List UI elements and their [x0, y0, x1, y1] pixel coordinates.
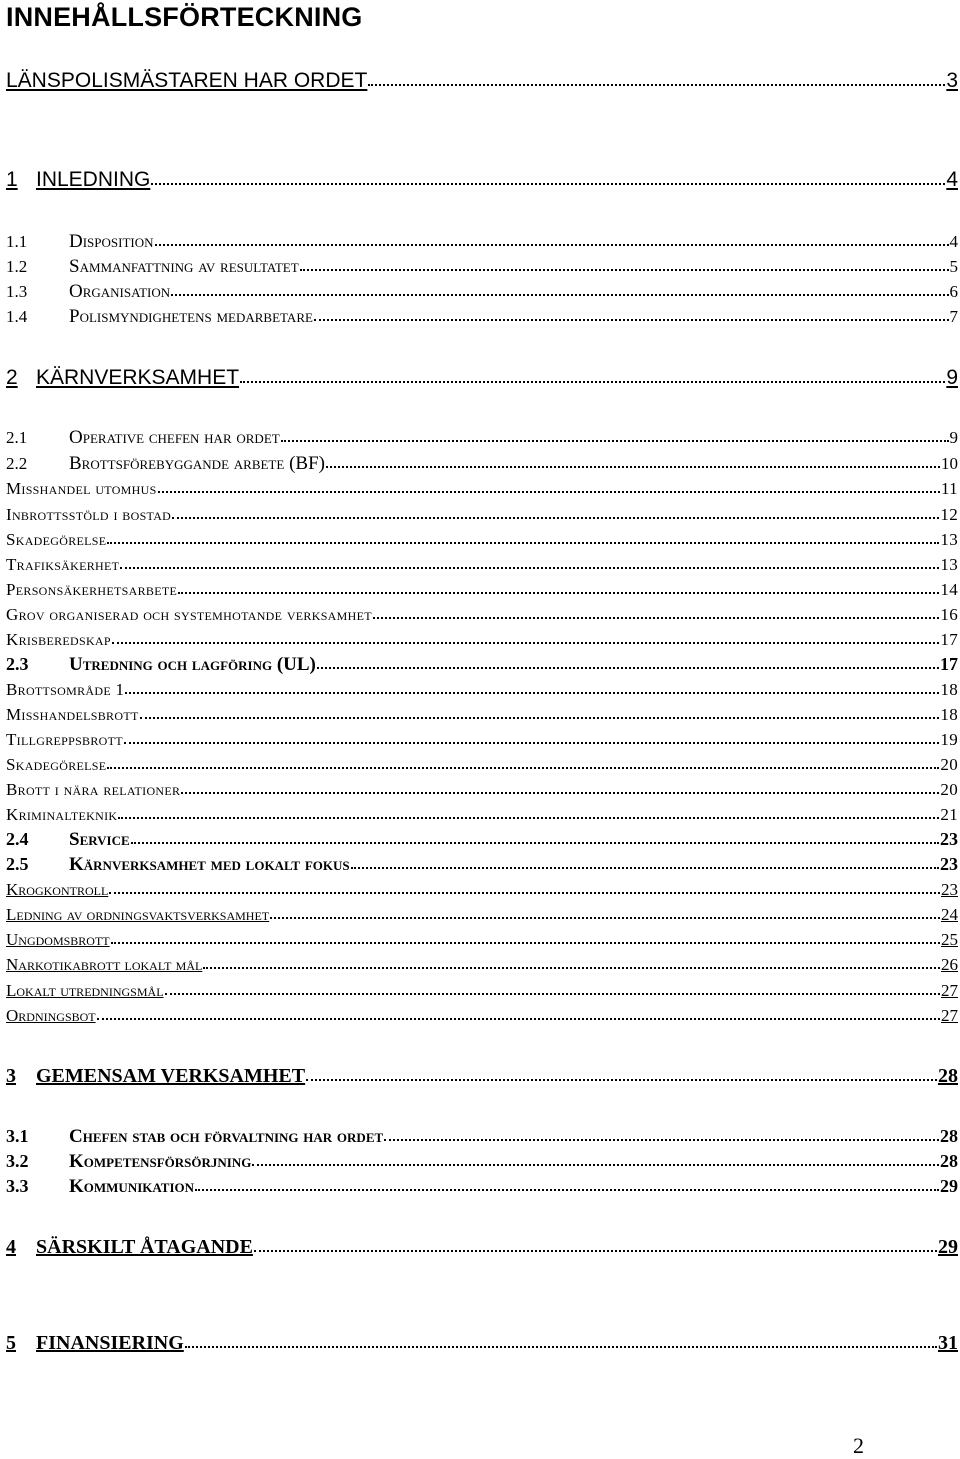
toc-page: 19: [940, 730, 958, 749]
toc-page: 28: [940, 1126, 958, 1146]
toc-entry[interactable]: [6, 1126, 958, 1148]
dot-leader: [171, 294, 948, 296]
toc-title: Sammanfattning av resultatet: [69, 256, 299, 277]
toc-page: 9: [949, 428, 958, 447]
dot-leader: [314, 319, 949, 321]
toc-title: GEMENSAM VERKSAMHET: [36, 1065, 306, 1087]
toc-title: Disposition: [69, 231, 154, 252]
toc-number: 2.2: [6, 454, 28, 473]
toc-title: Tillgreppsbrott: [6, 730, 123, 749]
toc-page: 16: [940, 605, 958, 624]
toc-title: Kompetensförsörjning: [69, 1151, 252, 1172]
dot-leader: [172, 517, 939, 519]
toc-title: Brottsförebyggande arbete (BF): [69, 453, 325, 474]
toc-entry[interactable]: [6, 930, 958, 950]
toc-page: 13: [940, 555, 958, 574]
toc-title: Misshandelsbrott: [6, 705, 139, 724]
toc-title: Narkotikabrott lokalt mål: [6, 955, 203, 974]
toc-page: 3: [946, 69, 958, 92]
dot-leader: [181, 792, 939, 794]
toc-title: Kärnverksamhet med lokalt fokus: [69, 854, 350, 875]
toc-number: 2.3: [6, 654, 29, 674]
dot-leader: [270, 917, 940, 919]
toc-title: INLEDNING: [36, 168, 151, 191]
toc-page: 23: [941, 880, 958, 899]
toc-heading: INNEHÅLLSFÖRTECKNING: [6, 2, 363, 32]
toc-entry[interactable]: [6, 479, 958, 499]
dot-leader: [373, 617, 940, 619]
dot-leader: [140, 717, 940, 719]
toc-page: 4: [949, 232, 958, 251]
toc-entry[interactable]: [6, 1006, 958, 1026]
toc-page: 5: [949, 257, 958, 276]
dot-leader: [351, 867, 939, 869]
toc-entry[interactable]: [6, 281, 958, 303]
toc-number: 2.5: [6, 854, 29, 874]
toc-entry[interactable]: [6, 555, 958, 575]
toc-entry[interactable]: [6, 1176, 958, 1198]
toc-title: KÄRNVERKSAMHET: [36, 366, 240, 389]
toc-title: Krogkontroll: [6, 880, 109, 899]
dot-leader: [125, 692, 939, 694]
toc-page: 28: [938, 1065, 958, 1087]
toc-page: 24: [941, 905, 958, 924]
dot-leader: [131, 842, 939, 844]
toc-page: 12: [940, 505, 958, 524]
toc-page: 18: [940, 705, 958, 724]
toc-number: 2.1: [6, 428, 28, 447]
toc-entry[interactable]: [6, 427, 958, 449]
toc-title: Kriminalteknik: [6, 805, 118, 824]
toc-entry[interactable]: [6, 231, 958, 253]
toc-title: Ledning av ordningsvaktsverksamhet: [6, 905, 270, 924]
toc-title: Personsäkerhetsarbete: [6, 580, 178, 599]
dot-leader: [107, 767, 939, 769]
toc-number: 5: [6, 1332, 16, 1354]
dot-leader: [281, 440, 949, 442]
dot-leader: [111, 942, 940, 944]
toc-number: 1.4: [6, 307, 28, 326]
toc-number: 1.2: [6, 257, 28, 276]
toc-title: Organisation: [69, 281, 171, 302]
toc-title: Ungdomsbrott: [6, 930, 110, 949]
dot-leader: [317, 667, 939, 669]
toc-number: 3.1: [6, 1126, 29, 1146]
toc-page: 28: [940, 1151, 958, 1171]
toc-page: 20: [940, 780, 958, 799]
toc-page: 27: [941, 1006, 958, 1025]
toc-title: Lokalt utredningsmål: [6, 981, 164, 1000]
dot-leader: [107, 542, 939, 544]
toc-page: 14: [940, 580, 958, 599]
toc-entry[interactable]: [6, 905, 958, 925]
toc-title: Krisberedskap: [6, 630, 111, 649]
toc-page: 23: [940, 829, 958, 849]
toc-number: 3.3: [6, 1176, 29, 1196]
toc-number: 2.4: [6, 829, 29, 849]
dot-leader: [203, 967, 940, 969]
toc-entry[interactable]: [6, 69, 958, 93]
toc-entry[interactable]: [6, 755, 958, 775]
toc-entry[interactable]: [6, 256, 958, 278]
toc-page: 10: [941, 454, 958, 473]
toc-title: FINANSIERING: [36, 1332, 184, 1354]
toc-entry[interactable]: [6, 705, 958, 725]
toc-page: 21: [940, 805, 958, 824]
toc-page: 23: [940, 854, 958, 874]
toc-title: Chefen stab och förvaltning har ordet: [69, 1126, 384, 1147]
dot-leader: [118, 817, 939, 819]
dot-leader: [112, 642, 940, 644]
toc-page: 17: [940, 654, 958, 674]
toc-entry[interactable]: [6, 605, 958, 625]
toc-entry[interactable]: [6, 854, 958, 876]
dot-leader: [368, 84, 945, 86]
toc-page: 6: [949, 282, 958, 301]
toc-entry[interactable]: [6, 981, 958, 1001]
toc-entry[interactable]: [6, 1332, 958, 1355]
toc-title: Trafiksäkerhet: [6, 555, 120, 574]
toc-entry[interactable]: [6, 955, 958, 975]
dot-leader: [151, 183, 945, 185]
dot-leader: [300, 269, 949, 271]
toc-entry[interactable]: [6, 505, 958, 525]
toc-entry[interactable]: [6, 1236, 958, 1259]
toc-title: Skadegörelse: [6, 755, 107, 774]
toc-title: Ordningsbot: [6, 1006, 96, 1025]
toc-page: 31: [938, 1332, 958, 1354]
toc-page: 29: [938, 1236, 958, 1258]
toc-number: 1: [6, 168, 18, 191]
toc-title: Kommunikation: [69, 1176, 195, 1197]
dot-leader: [158, 491, 940, 493]
dot-leader: [109, 892, 940, 894]
toc-entry[interactable]: [6, 680, 958, 700]
toc-entry[interactable]: [6, 805, 958, 825]
toc-page: 25: [941, 930, 958, 949]
toc-entry[interactable]: [6, 829, 958, 851]
dot-leader: [252, 1164, 939, 1166]
toc-entry[interactable]: [6, 580, 958, 600]
dot-leader: [384, 1139, 939, 1141]
toc-number: 1.3: [6, 282, 28, 301]
page-number: 2: [853, 1433, 864, 1458]
dot-leader: [165, 993, 940, 995]
dot-leader: [195, 1189, 939, 1191]
toc-entry[interactable]: [6, 168, 958, 192]
toc-title: Misshandel utomhus: [6, 479, 157, 498]
toc-page: 27: [941, 981, 958, 1000]
dot-leader: [124, 742, 939, 744]
toc-entry[interactable]: [6, 730, 958, 750]
toc-page: 26: [941, 955, 958, 974]
dot-leader: [254, 1250, 937, 1252]
toc-entry[interactable]: [6, 1065, 958, 1088]
dot-leader: [306, 1079, 937, 1081]
toc-page: 7: [949, 307, 958, 326]
toc-page: 4: [946, 168, 958, 191]
toc-entry[interactable]: [6, 453, 958, 475]
dot-leader: [97, 1018, 940, 1020]
toc-title: Polismyndighetens medarbetare: [69, 306, 313, 327]
toc-entry[interactable]: [6, 306, 958, 328]
dot-leader: [326, 466, 940, 468]
toc-number: 3: [6, 1065, 16, 1087]
toc-page: 18: [940, 680, 958, 699]
toc-title: Skadegörelse: [6, 530, 107, 549]
toc-entry[interactable]: [6, 630, 958, 650]
toc-title: LÄNSPOLISMÄSTAREN HAR ORDET: [6, 69, 368, 92]
dot-leader: [240, 381, 945, 383]
toc-title: Inbrottsstöld i bostad: [6, 505, 172, 524]
toc-title: Brott i nära relationer: [6, 780, 181, 799]
toc-entry[interactable]: [6, 880, 958, 900]
toc-page: 9: [946, 366, 958, 389]
dot-leader: [185, 1346, 937, 1348]
toc-entry[interactable]: [6, 654, 958, 676]
toc-number: 1.1: [6, 232, 28, 251]
dot-leader: [178, 592, 939, 594]
toc-page: 29: [940, 1176, 958, 1196]
toc-title: Utredning och lagföring (UL): [69, 654, 316, 675]
toc-number: 4: [6, 1236, 16, 1258]
toc-page: 11: [941, 479, 958, 498]
dot-leader: [155, 244, 949, 246]
toc-entry[interactable]: [6, 366, 958, 390]
dot-leader: [120, 567, 939, 569]
toc-title: Operative chefen har ordet: [69, 427, 280, 448]
toc-page: 20: [940, 755, 958, 774]
toc-number: 3.2: [6, 1151, 29, 1171]
toc-title: SÄRSKILT ÅTAGANDE: [36, 1236, 253, 1258]
toc-page: 13: [940, 530, 958, 549]
toc-number: 2: [6, 366, 18, 389]
toc-entry[interactable]: [6, 780, 958, 800]
toc-entry[interactable]: [6, 1151, 958, 1173]
toc-entry[interactable]: [6, 530, 958, 550]
toc-page: 17: [940, 630, 958, 649]
toc-title: Brottsområde 1: [6, 680, 125, 699]
toc-title: Service: [69, 829, 130, 850]
toc-title: Grov organiserad och systemhotande verksamhet: [6, 605, 372, 624]
